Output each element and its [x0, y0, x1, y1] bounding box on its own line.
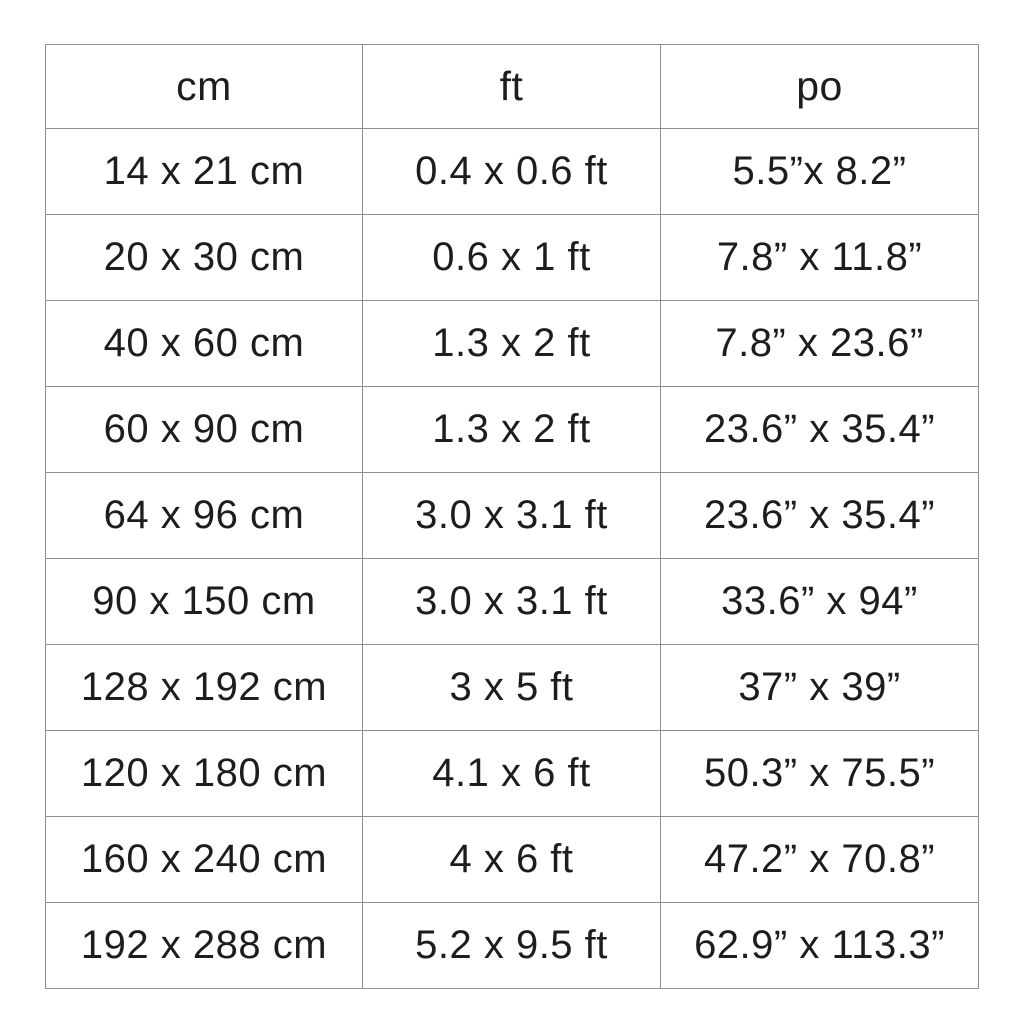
table-cell: 33.6” x 94” — [661, 559, 979, 645]
table-body — [46, 129, 979, 989]
table-row — [46, 215, 979, 301]
table-cell: 62.9” x 113.3” — [661, 903, 979, 989]
table-cell: 40 x 60 cm — [46, 301, 363, 387]
table-cell: 7.8” x 23.6” — [661, 301, 979, 387]
table-cell: 50.3” x 75.5” — [661, 731, 979, 817]
table-cell: 3.0 x 3.1 ft — [363, 559, 661, 645]
table-cell: 23.6” x 35.4” — [661, 387, 979, 473]
table-cell: 192 x 288 cm — [46, 903, 363, 989]
table-cell: 5.2 x 9.5 ft — [363, 903, 661, 989]
header-row — [46, 45, 979, 129]
table-row — [46, 903, 979, 989]
table-cell: 1.3 x 2 ft — [363, 387, 661, 473]
table-cell: 20 x 30 cm — [46, 215, 363, 301]
table-cell: 7.8” x 11.8” — [661, 215, 979, 301]
table-cell: 23.6” x 35.4” — [661, 473, 979, 559]
table-cell: 160 x 240 cm — [46, 817, 363, 903]
table-header — [46, 45, 979, 129]
table-cell: 5.5”x 8.2” — [661, 129, 979, 215]
table-row — [46, 387, 979, 473]
table-row — [46, 301, 979, 387]
table-cell: 120 x 180 cm — [46, 731, 363, 817]
table-row — [46, 129, 979, 215]
size-conversion-table — [45, 44, 979, 989]
table-cell: 64 x 96 cm — [46, 473, 363, 559]
table-cell: 14 x 21 cm — [46, 129, 363, 215]
table-cell: 128 x 192 cm — [46, 645, 363, 731]
table-cell: 4.1 x 6 ft — [363, 731, 661, 817]
table-row — [46, 817, 979, 903]
table-cell: 60 x 90 cm — [46, 387, 363, 473]
column-header-ft: ft — [363, 45, 661, 129]
table-cell: 3 x 5 ft — [363, 645, 661, 731]
table-cell: 1.3 x 2 ft — [363, 301, 661, 387]
table-cell: 0.4 x 0.6 ft — [363, 129, 661, 215]
table-cell: 47.2” x 70.8” — [661, 817, 979, 903]
table-cell: 4 x 6 ft — [363, 817, 661, 903]
table-row — [46, 559, 979, 645]
table-row — [46, 473, 979, 559]
table-cell: 0.6 x 1 ft — [363, 215, 661, 301]
table-cell: 90 x 150 cm — [46, 559, 363, 645]
table-cell: 37” x 39” — [661, 645, 979, 731]
table-cell: 3.0 x 3.1 ft — [363, 473, 661, 559]
column-header-cm: cm — [46, 45, 363, 129]
column-header-po: po — [661, 45, 979, 129]
table-row — [46, 645, 979, 731]
table-row — [46, 731, 979, 817]
